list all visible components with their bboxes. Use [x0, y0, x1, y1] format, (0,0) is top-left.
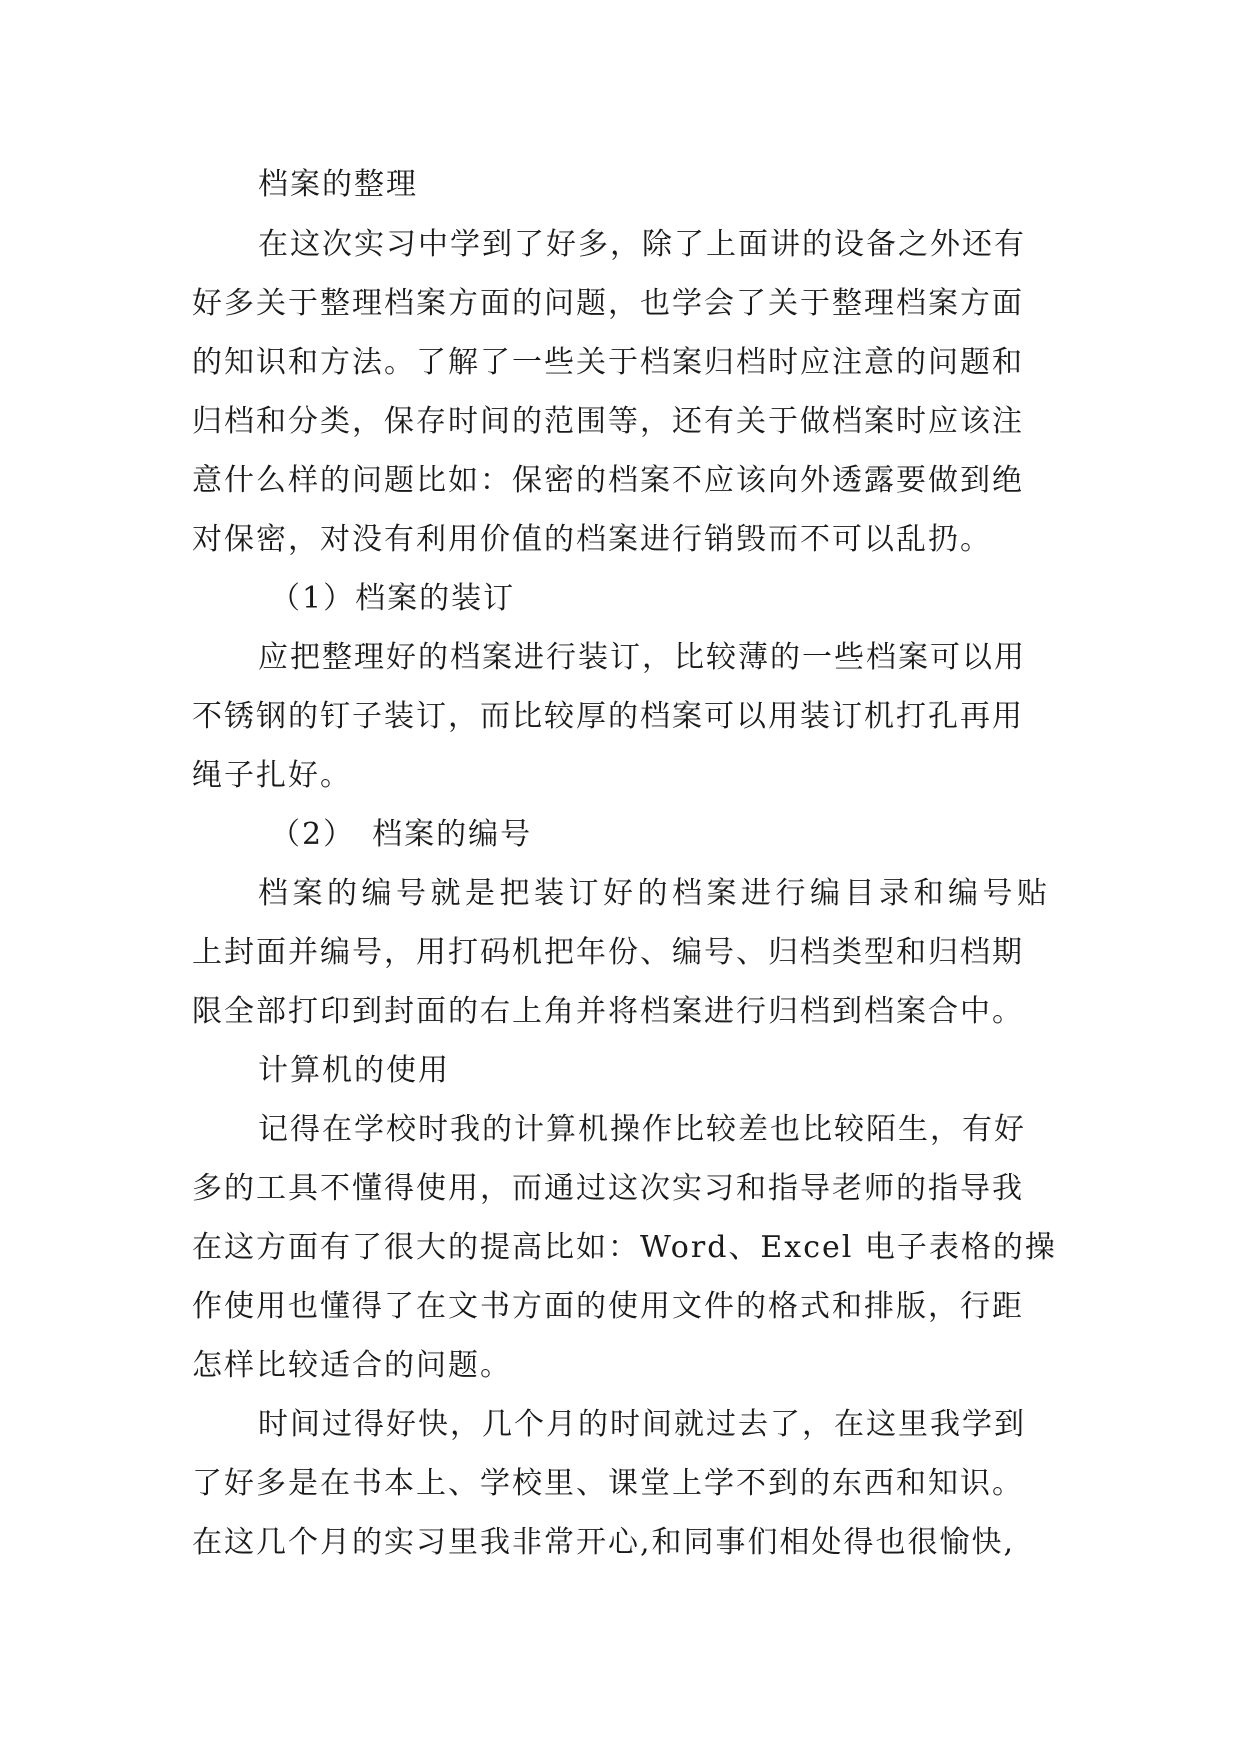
paragraph-line: 应把整理好的档案进行装订，比较薄的一些档案可以用	[258, 640, 1026, 675]
paragraph-line: 意什么样的问题比如：保密的档案不应该向外透露要做到绝	[192, 463, 1024, 498]
paragraph-line: 好多关于整理档案方面的问题，也学会了关于整理档案方面	[192, 286, 1024, 321]
heading-archive-binding: （1）档案的装订	[270, 581, 516, 616]
paragraph-line: 不锈钢的钉子装订，而比较厚的档案可以用装订机打孔再用	[192, 699, 1024, 734]
heading-computer-use: 计算机的使用	[258, 1053, 450, 1088]
paragraph-line: 作使用也懂得了在文书方面的使用文件的格式和排版，行距	[192, 1289, 1024, 1324]
paragraph-line: 在这次实习中学到了好多，除了上面讲的设备之外还有	[258, 227, 1026, 262]
paragraph-line: 的知识和方法。了解了一些关于档案归档时应注意的问题和	[192, 345, 1024, 380]
paragraph-line: 在这几个月的实习里我非常开心,和同事们相处得也很愉快,	[192, 1525, 1016, 1560]
paragraph-line: 对保密，对没有利用价值的档案进行销毁而不可以乱扔。	[192, 522, 992, 557]
heading-archive-numbering: （2） 档案的编号	[270, 817, 533, 852]
paragraph-line: 上封面并编号，用打码机把年份、编号、归档类型和归档期	[192, 935, 1024, 970]
paragraph-line: 档案的编号就是把装订好的档案进行编目录和编号贴	[258, 876, 1052, 911]
paragraph-line: 怎样比较适合的问题。	[192, 1348, 512, 1383]
paragraph-line: 时间过得好快，几个月的时间就过去了，在这里我学到	[258, 1407, 1026, 1442]
paragraph-line: 限全部打印到封面的右上角并将档案进行归档到档案合中。	[192, 994, 1024, 1029]
paragraph-line: 记得在学校时我的计算机操作比较差也比较陌生，有好	[258, 1112, 1026, 1147]
paragraph-line: 了好多是在书本上、学校里、课堂上学不到的东西和知识。	[192, 1466, 1024, 1501]
heading-archive-organizing: 档案的整理	[258, 167, 418, 202]
paragraph-line: 归档和分类，保存时间的范围等，还有关于做档案时应该注	[192, 404, 1024, 439]
paragraph-line: 在这方面有了很大的提高比如：Word、Excel 电子表格的操	[192, 1230, 1057, 1265]
paragraph-line: 多的工具不懂得使用，而通过这次实习和指导老师的指导我	[192, 1171, 1024, 1206]
paragraph-line: 绳子扎好。	[192, 758, 352, 793]
